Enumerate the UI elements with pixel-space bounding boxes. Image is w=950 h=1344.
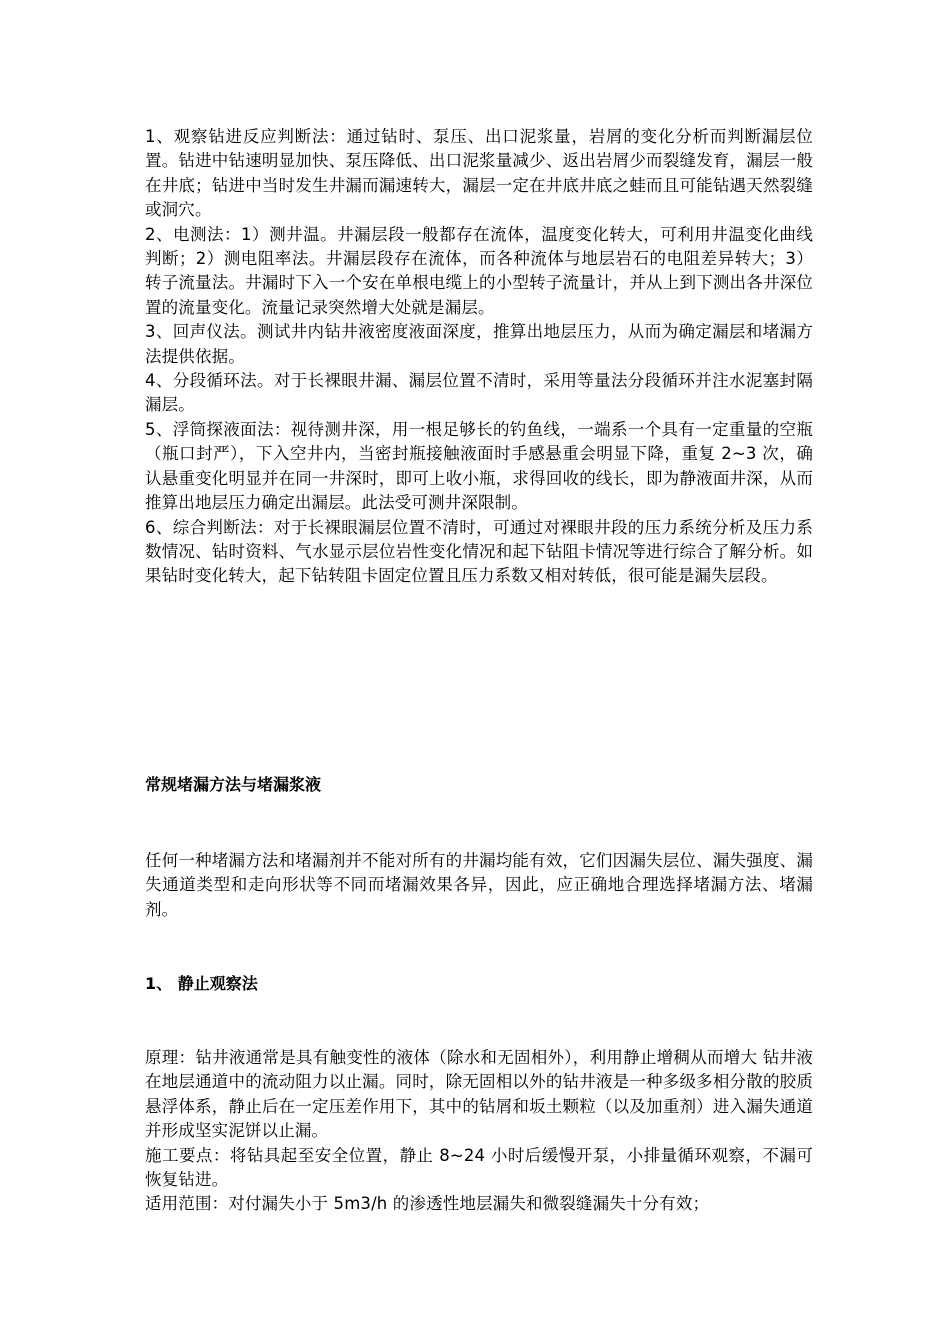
method-observation-paragraph: 1、观察钻进反应判断法：通过钻时、泵压、出口泥浆量，岩屑的变化分析而判断漏层位置。钻进中钻速明显加快、泵压降低、出口泥浆量减少、返出岩屑少而裂缝发育，漏层一般在井底；钻进中当时发生井漏而漏速转大，漏层一定在井底井底之蛙而且可能钻遇天然裂缝或洞穴。 xyxy=(145,127,813,220)
method-comprehensive-paragraph: 6、综合判断法：对于长裸眼漏层位置不清时，可通过对裸眼井段的压力系统分析及压力系数情况、钻时资料、气水显示层位岩性变化情况和起下钻阻卡情况等进行综合了解分析。如果钻时变化转大，起下钻转阻卡固定位置且压力系数又相对转低，很可能是漏失层段。 xyxy=(145,517,813,586)
leak-detection-methods xyxy=(145,125,813,589)
principle-paragraph: 原理：钻井液通常是具有触变性的液体（除水和无固相外），利用静止增稠从而增大 钻井液在地层通道中的流动阻力以止漏。同时，除无固相以外的钻井液是一种多级多相分散的胶质悬浮体系，静止后在一定压差作用下，其中的钻屑和坂土颗粒（以及加重剂）进入漏失通道并形成坚实泥饼以止漏。 xyxy=(145,1048,813,1141)
method-segmented-circulation-paragraph: 4、分段循环法。对于长裸眼井漏、漏层位置不清时，采用等量法分段循环并注水泥塞封隔漏层。 xyxy=(145,371,813,415)
method-electric-logging-paragraph: 2、电测法：1）测井温。井漏层段一般都存在流体，温度变化转大，可利用井温变化曲线判断；2）测电阻率法。井漏层段存在流体，而各种流体与地层岩石的电阻差异转大；3）转子流量法。井漏时下入一个安在单根电缆上的小型转子流量计，并从上到下测出各井深位置的流量变化。流量记录突然增大处就是漏层。 xyxy=(145,224,813,317)
section-title: 常规堵漏方法与堵漏浆液 xyxy=(145,775,322,794)
method-float-level-paragraph: 5、浮筒探液面法：视待测井深，用一根足够长的钓鱼线，一端系一个具有一定重量的空瓶（瓶口封严），下入空井内，当密封瓶接触液面时手感悬重会明显下降，重复 2~3 次，确认悬重变化明显并在同一井深时，即可上收小瓶，求得回收的线长，即为静液面井深，从而推算出地层压力确定出漏层。此法受可测井深限制。 xyxy=(145,419,813,513)
subsection-title: 1、 静止观察法 xyxy=(145,974,258,993)
static-observation-details xyxy=(145,1046,813,1217)
section-intro-paragraph: 任何一种堵漏方法和堵漏剂并不能对所有的井漏均能有效，它们因漏失层位、漏失强度、漏失通道类型和走向形状等不同而堵漏效果各异，因此，应正确地合理选择堵漏方法、堵漏剂。 xyxy=(145,851,813,919)
applicable-scope-paragraph: 适用范围：对付漏失小于 5m3/h 的渗透性地层漏失和微裂缝漏失十分有效； xyxy=(145,1194,710,1214)
construction-points-paragraph: 施工要点：将钻具起至安全位置，静止 8~24 小时后缓慢开泵，小排量循环观察，不漏可恢复钻进。 xyxy=(145,1145,813,1190)
method-echo-sounder-paragraph: 3、回声仪法。测试井内钻井液密度液面深度，推算出地层压力，从而为确定漏层和堵漏方法提供依据。 xyxy=(145,322,813,366)
